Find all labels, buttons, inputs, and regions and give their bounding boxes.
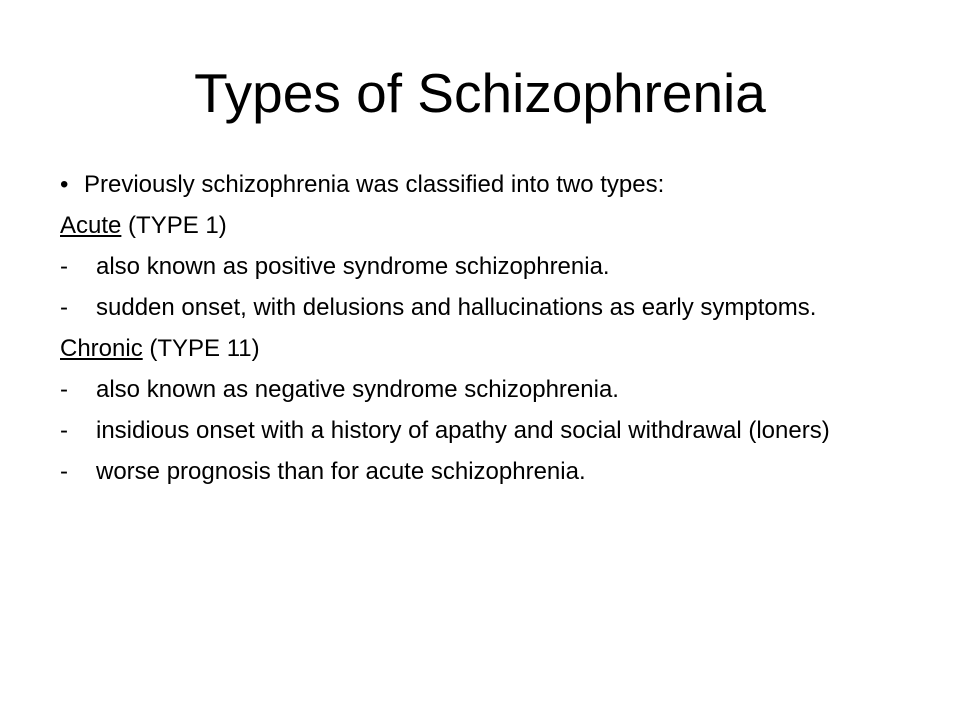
acute-point-text: sudden onset, with delusions and hallucinations as early symptoms. bbox=[96, 294, 817, 321]
chronic-point-2 bbox=[60, 416, 920, 445]
chronic-point-text: also known as negative syndrome schizophrenia. bbox=[96, 376, 619, 403]
slide-body bbox=[60, 170, 920, 498]
chronic-name: Chronic bbox=[60, 335, 143, 362]
chronic-point-3 bbox=[60, 457, 920, 486]
acute-point-1 bbox=[60, 252, 920, 281]
dash-marker: - bbox=[60, 458, 68, 485]
slide-title: Types of Schizophrenia bbox=[194, 62, 766, 124]
acute-point-2 bbox=[60, 293, 920, 322]
chronic-point-text: insidious onset with a history of apathy and social withdrawal (loners) bbox=[96, 417, 830, 444]
dash-marker: - bbox=[60, 253, 68, 280]
dash-marker: - bbox=[60, 294, 68, 321]
acute-tag: (TYPE 1) bbox=[121, 212, 227, 239]
chronic-point-1 bbox=[60, 375, 920, 404]
chronic-heading bbox=[60, 334, 920, 363]
chronic-tag: (TYPE 11) bbox=[142, 335, 260, 362]
dash-marker: - bbox=[60, 417, 68, 444]
dash-marker: - bbox=[60, 376, 68, 403]
acute-name: Acute bbox=[60, 212, 122, 239]
acute-heading bbox=[60, 211, 920, 240]
chronic-point-text: worse prognosis than for acute schizophrenia. bbox=[96, 458, 586, 485]
intro-text: Previously schizophrenia was classified into two types: bbox=[84, 171, 665, 198]
intro-bullet-item bbox=[60, 170, 920, 199]
bullet-marker: • bbox=[60, 171, 69, 198]
acute-point-text: also known as positive syndrome schizophrenia. bbox=[96, 253, 610, 280]
